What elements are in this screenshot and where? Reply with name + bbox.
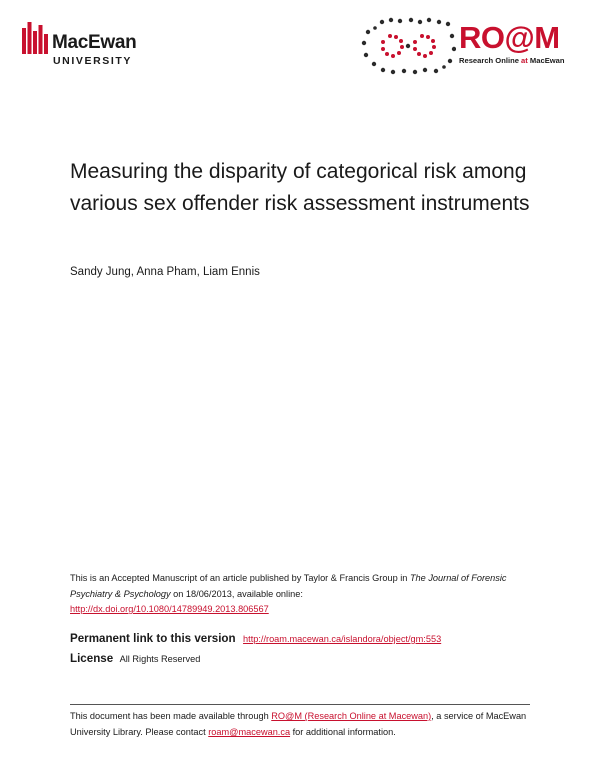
footer-notice: This document has been made available through RO@M (Research Online at Macewan), a service of MacEwan University Library. Please contact roam@macewan.ca for additional information. — [70, 711, 527, 737]
roam-logo — [360, 16, 582, 76]
citation-notice — [70, 571, 540, 618]
document-authors: Sandy Jung, Anna Pham, Liam Ennis — [70, 266, 260, 278]
license-row — [70, 649, 200, 667]
permalink-label: Permanent link to this version — [70, 632, 236, 645]
roam-dot-network-icon — [360, 16, 456, 76]
roam-tagline: Research Online at MacEwan — [459, 56, 565, 65]
footer-divider — [70, 704, 530, 705]
citation-date: on 18/06/2013, available online: — [170, 588, 303, 599]
document-title: Measuring the disparity of categorical risk among various sex offender risk assessment instruments — [70, 160, 530, 215]
macewan-emblem-icon — [22, 22, 48, 54]
license-label: License — [70, 652, 114, 665]
macewan-subtitle: UNIVERSITY — [53, 55, 133, 67]
permalink-row — [70, 629, 441, 647]
citation-intro: This is an Accepted Manuscript of an article published by Taylor & Francis Group in — [70, 573, 410, 583]
doi-link[interactable]: http://dx.doi.org/10.1080/14789949.2013.806567 — [70, 604, 269, 614]
roam-service-link[interactable]: RO@M (Research Online at Macewan) — [271, 711, 432, 721]
contact-email-link[interactable]: roam@macewan.ca — [208, 727, 291, 737]
license-value: All Rights Reserved — [119, 654, 201, 664]
permalink-url-link[interactable]: http://roam.macewan.ca/islandora/object/gm:553 — [243, 634, 442, 644]
macewan-university-logo — [22, 20, 172, 72]
citation-journal: The Journal of Forensic Psychiatry & Psychology — [70, 573, 507, 599]
roam-wordmark: RO@M — [459, 20, 560, 55]
macewan-wordmark: MacEwan — [52, 32, 137, 53]
